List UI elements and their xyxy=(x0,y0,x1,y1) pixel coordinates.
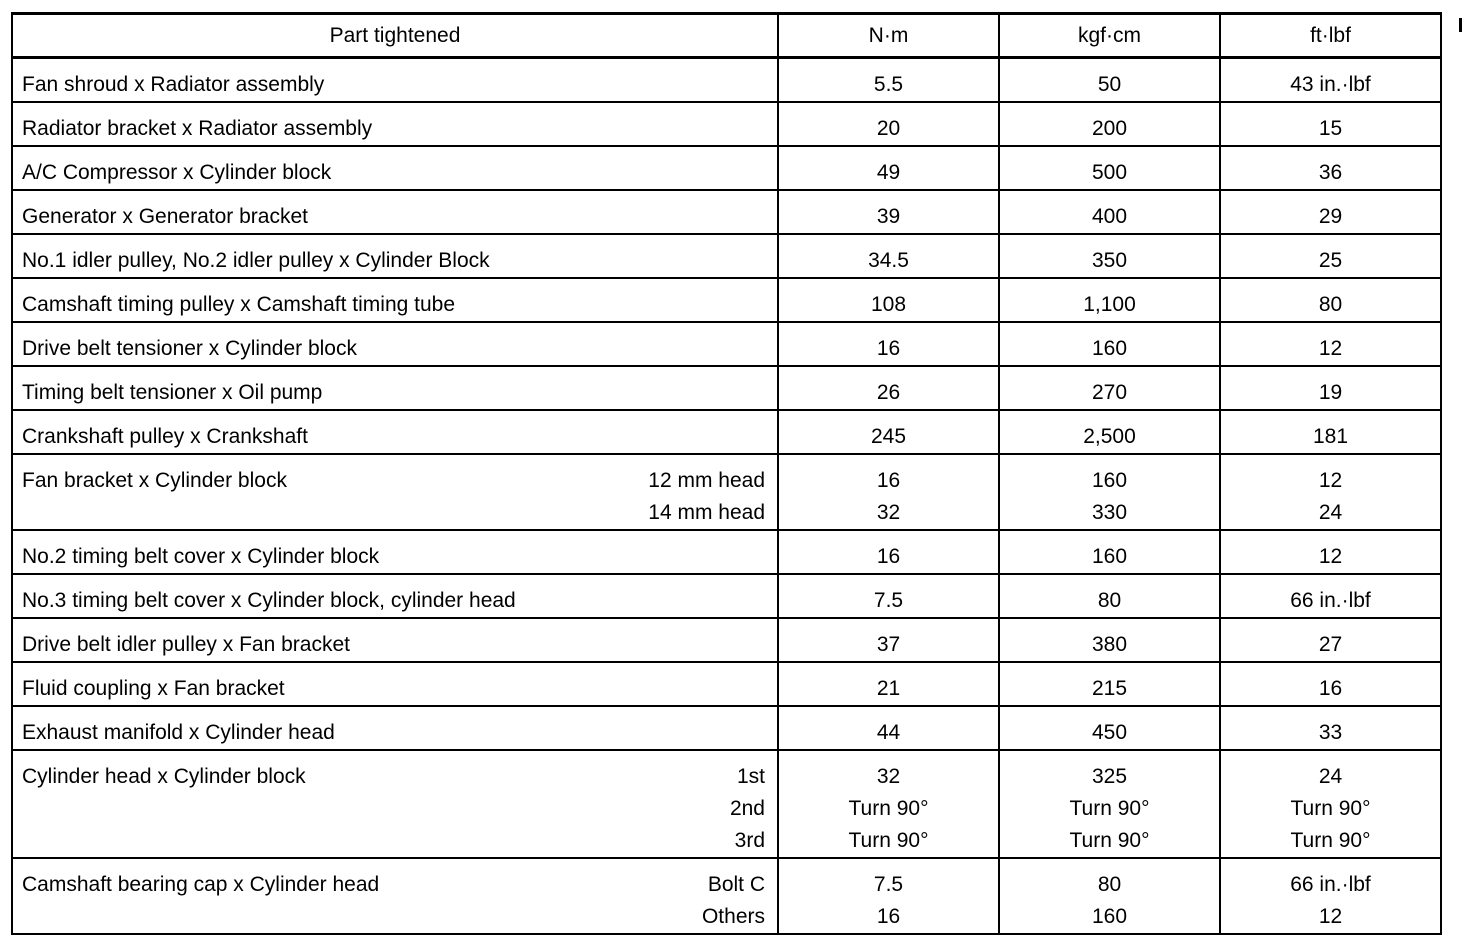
table-body xyxy=(12,58,1441,935)
part-cell xyxy=(12,366,778,410)
header-row xyxy=(12,14,1441,58)
nm-value: 39 xyxy=(876,205,901,228)
kgfcm-cell xyxy=(999,750,1220,858)
table-row xyxy=(12,454,1441,530)
nm-value: 49 xyxy=(876,161,901,184)
kgfcm-value: 160 xyxy=(1091,545,1128,568)
table-row xyxy=(12,574,1441,618)
nm-value: 16 xyxy=(876,905,901,928)
ftlbf-cell xyxy=(1220,858,1441,934)
table-row xyxy=(12,102,1441,146)
nm-cell xyxy=(778,322,999,366)
kgfcm-cell xyxy=(999,234,1220,278)
part-cell xyxy=(12,146,778,190)
kgfcm-value: 50 xyxy=(1097,73,1122,96)
nm-value: 7.5 xyxy=(873,873,904,896)
kgfcm-cell xyxy=(999,574,1220,618)
kgfcm-value: 350 xyxy=(1091,249,1128,272)
nm-value: 245 xyxy=(870,425,907,448)
part-name: Timing belt tensioner x Oil pump xyxy=(22,381,323,404)
kgfcm-cell xyxy=(999,618,1220,662)
part-name: Cylinder head x Cylinder block xyxy=(22,765,306,788)
nm-cell xyxy=(778,574,999,618)
nm-cell xyxy=(778,410,999,454)
ftlbf-cell xyxy=(1220,410,1441,454)
table-row xyxy=(12,410,1441,454)
ftlbf-cell xyxy=(1220,190,1441,234)
nm-value: 16 xyxy=(876,337,901,360)
ftlbf-value: 24 xyxy=(1318,765,1343,788)
ftlbf-value: 66 in.·lbf xyxy=(1290,873,1371,896)
kgfcm-value: 380 xyxy=(1091,633,1128,656)
table-row xyxy=(12,58,1441,103)
table-row xyxy=(12,706,1441,750)
ftlbf-value: 24 xyxy=(1318,501,1343,524)
table-row xyxy=(12,530,1441,574)
nm-cell xyxy=(778,662,999,706)
nm-value: 21 xyxy=(876,677,901,700)
kgfcm-cell xyxy=(999,410,1220,454)
part-name: Fan bracket x Cylinder block xyxy=(22,469,287,492)
nm-cell xyxy=(778,234,999,278)
kgfcm-value: 1,100 xyxy=(1083,293,1136,316)
ftlbf-cell xyxy=(1220,146,1441,190)
kgfcm-cell xyxy=(999,858,1220,934)
table-row xyxy=(12,366,1441,410)
table-row xyxy=(12,750,1441,858)
kgfcm-value: 160 xyxy=(1091,905,1128,928)
nm-cell xyxy=(778,102,999,146)
part-name: Camshaft timing pulley x Camshaft timing tube xyxy=(22,293,456,316)
page-edge-mark xyxy=(1459,18,1462,32)
nm-value: 7.5 xyxy=(873,589,904,612)
table-row xyxy=(12,322,1441,366)
kgfcm-value: 330 xyxy=(1091,501,1128,524)
part-name: Drive belt tensioner x Cylinder block xyxy=(22,337,357,360)
kgfcm-value: 80 xyxy=(1097,873,1122,896)
ftlbf-cell xyxy=(1220,706,1441,750)
nm-value: Turn 90° xyxy=(848,797,929,820)
nm-cell xyxy=(778,706,999,750)
header-part: Part tightened xyxy=(12,14,778,58)
part-cell xyxy=(12,410,778,454)
part-name: Fan shroud x Radiator assembly xyxy=(22,73,325,96)
nm-value: 16 xyxy=(876,545,901,568)
ftlbf-value: 43 in.·lbf xyxy=(1290,73,1371,96)
ftlbf-cell xyxy=(1220,574,1441,618)
torque-spec-table xyxy=(11,12,1442,935)
kgfcm-value: Turn 90° xyxy=(1069,829,1150,852)
kgfcm-cell xyxy=(999,58,1220,103)
table-row xyxy=(12,278,1441,322)
table-row xyxy=(12,858,1441,934)
nm-value: 108 xyxy=(870,293,907,316)
nm-cell xyxy=(778,454,999,530)
kgfcm-value: 200 xyxy=(1091,117,1128,140)
ftlbf-cell xyxy=(1220,278,1441,322)
part-name: Radiator bracket x Radiator assembly xyxy=(22,117,373,140)
nm-value: 5.5 xyxy=(873,73,904,96)
part-cell xyxy=(12,454,778,530)
kgfcm-cell xyxy=(999,146,1220,190)
part-cell xyxy=(12,750,778,858)
part-cell xyxy=(12,530,778,574)
part-cell xyxy=(12,234,778,278)
ftlbf-value: 12 xyxy=(1318,545,1343,568)
part-cell xyxy=(12,858,778,934)
kgfcm-value: 80 xyxy=(1097,589,1122,612)
ftlbf-value: 12 xyxy=(1318,469,1343,492)
part-cell xyxy=(12,102,778,146)
kgfcm-value: 215 xyxy=(1091,677,1128,700)
ftlbf-value: 19 xyxy=(1318,381,1343,404)
part-condition-list xyxy=(648,465,765,529)
ftlbf-value: 29 xyxy=(1318,205,1343,228)
ftlbf-value: 12 xyxy=(1318,905,1343,928)
part-cell xyxy=(12,322,778,366)
part-condition: Bolt C xyxy=(707,873,765,896)
nm-value: 44 xyxy=(876,721,901,744)
header-ftlbf: ft·lbf xyxy=(1220,14,1441,58)
ftlbf-cell xyxy=(1220,454,1441,530)
nm-cell xyxy=(778,58,999,103)
part-cell xyxy=(12,618,778,662)
ftlbf-value: Turn 90° xyxy=(1290,829,1371,852)
nm-value: 20 xyxy=(876,117,901,140)
ftlbf-cell xyxy=(1220,750,1441,858)
kgfcm-value: 2,500 xyxy=(1083,425,1136,448)
kgfcm-cell xyxy=(999,190,1220,234)
part-cell xyxy=(12,706,778,750)
part-cell xyxy=(12,574,778,618)
kgfcm-cell xyxy=(999,322,1220,366)
table-row xyxy=(12,234,1441,278)
table-row xyxy=(12,146,1441,190)
part-cell xyxy=(12,58,778,103)
part-cell xyxy=(12,278,778,322)
part-name: No.1 idler pulley, No.2 idler pulley x Cylinder Block xyxy=(22,249,490,272)
ftlbf-cell xyxy=(1220,662,1441,706)
ftlbf-value: 16 xyxy=(1318,677,1343,700)
part-condition: 3rd xyxy=(734,829,765,852)
kgfcm-cell xyxy=(999,366,1220,410)
part-condition: 1st xyxy=(736,765,765,788)
kgfcm-cell xyxy=(999,278,1220,322)
part-condition-list xyxy=(702,869,765,933)
part-name: A/C Compressor x Cylinder block xyxy=(22,161,332,184)
kgfcm-value: 400 xyxy=(1091,205,1128,228)
nm-cell xyxy=(778,146,999,190)
part-condition: 14 mm head xyxy=(648,501,765,524)
part-name: Fluid coupling x Fan bracket xyxy=(22,677,285,700)
kgfcm-value: 325 xyxy=(1091,765,1128,788)
kgfcm-cell xyxy=(999,530,1220,574)
part-condition: Others xyxy=(701,905,765,928)
ftlbf-cell xyxy=(1220,102,1441,146)
nm-cell xyxy=(778,750,999,858)
part-condition: 2nd xyxy=(729,797,765,820)
part-cell xyxy=(12,190,778,234)
part-condition: 12 mm head xyxy=(648,469,765,492)
ftlbf-value: 33 xyxy=(1318,721,1343,744)
kgfcm-value: 160 xyxy=(1091,337,1128,360)
part-name: Exhaust manifold x Cylinder head xyxy=(22,721,335,744)
nm-cell xyxy=(778,858,999,934)
nm-value: Turn 90° xyxy=(848,829,929,852)
kgfcm-value: 450 xyxy=(1091,721,1128,744)
table-row xyxy=(12,662,1441,706)
ftlbf-value: 15 xyxy=(1318,117,1343,140)
part-name: No.2 timing belt cover x Cylinder block xyxy=(22,545,380,568)
ftlbf-cell xyxy=(1220,530,1441,574)
ftlbf-cell xyxy=(1220,366,1441,410)
kgfcm-cell xyxy=(999,454,1220,530)
nm-cell xyxy=(778,278,999,322)
nm-value: 34.5 xyxy=(868,249,909,272)
ftlbf-value: 27 xyxy=(1318,633,1343,656)
part-name: Generator x Generator bracket xyxy=(22,205,308,228)
nm-value: 16 xyxy=(876,469,901,492)
part-cell xyxy=(12,662,778,706)
nm-cell xyxy=(778,618,999,662)
part-name: Drive belt idler pulley x Fan bracket xyxy=(22,633,350,656)
nm-cell xyxy=(778,190,999,234)
ftlbf-value: 80 xyxy=(1318,293,1343,316)
kgfcm-cell xyxy=(999,662,1220,706)
ftlbf-value: 36 xyxy=(1318,161,1343,184)
header-nm: N·m xyxy=(778,14,999,58)
kgfcm-cell xyxy=(999,102,1220,146)
nm-value: 32 xyxy=(876,765,901,788)
ftlbf-cell xyxy=(1220,322,1441,366)
part-name: Crankshaft pulley x Crankshaft xyxy=(22,425,308,448)
ftlbf-value: 25 xyxy=(1318,249,1343,272)
ftlbf-value: 66 in.·lbf xyxy=(1290,589,1371,612)
part-condition-list xyxy=(730,761,765,857)
kgfcm-value: 160 xyxy=(1091,469,1128,492)
ftlbf-value: 181 xyxy=(1312,425,1349,448)
kgfcm-cell xyxy=(999,706,1220,750)
ftlbf-cell xyxy=(1220,618,1441,662)
table-row xyxy=(12,618,1441,662)
part-name: Camshaft bearing cap x Cylinder head xyxy=(22,873,380,896)
kgfcm-value: Turn 90° xyxy=(1069,797,1150,820)
nm-value: 26 xyxy=(876,381,901,404)
ftlbf-cell xyxy=(1220,234,1441,278)
ftlbf-cell xyxy=(1220,58,1441,103)
nm-value: 37 xyxy=(876,633,901,656)
kgfcm-value: 500 xyxy=(1091,161,1128,184)
nm-value: 32 xyxy=(876,501,901,524)
header-kgfcm: kgf·cm xyxy=(999,14,1220,58)
kgfcm-value: 270 xyxy=(1091,381,1128,404)
nm-cell xyxy=(778,366,999,410)
ftlbf-value: 12 xyxy=(1318,337,1343,360)
part-name: No.3 timing belt cover x Cylinder block, cylinder head xyxy=(22,589,516,612)
ftlbf-value: Turn 90° xyxy=(1290,797,1371,820)
table-row xyxy=(12,190,1441,234)
nm-cell xyxy=(778,530,999,574)
